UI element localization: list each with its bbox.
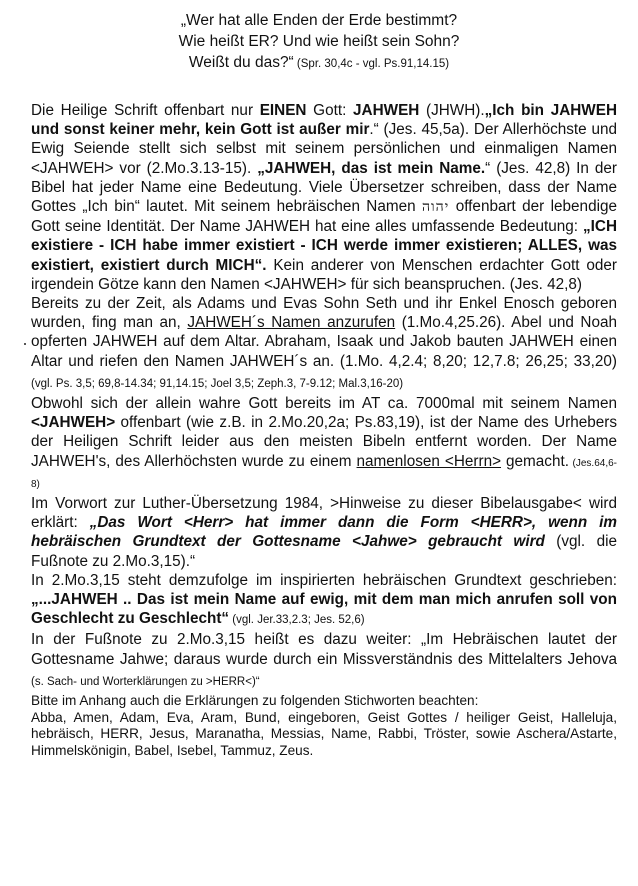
keyword-intro: Bitte im Anhang auch die Erklärungen zu folgenden Stichworten beachten: xyxy=(31,693,479,709)
text: (vgl. die Fußnote zu 2.Mo.3,15).“ xyxy=(31,533,617,570)
paragraph-3 xyxy=(31,394,617,494)
header-line-3 xyxy=(0,52,638,75)
page-header xyxy=(0,10,638,75)
text: Gott: xyxy=(306,102,354,119)
paragraph-2 xyxy=(31,294,617,394)
bold-text: <JAHWEH> xyxy=(31,414,116,432)
text: offenbart (wie z.B. in 2.Mo.20,2a; Ps.83,19), ist der Name des Urhebers der Heiligen Schrift leider aus den meisten Bibeln entfernt worden. Der Name JAHWEH's, des Allerhöchsten wurde zu einem xyxy=(31,414,617,470)
text: (1.Mo.4,25.26). Abel und Noah opferten JAHWEH auf dem Altar. Abraham, Isaak und Jakob bauten JAHWEH einen Altar und riefen den Namen JAHWEH´s an. (1.Mo. 4,2.4; 8,20; 12,7.8; 26,25; 33,20) xyxy=(31,314,617,370)
header-quote-end: Weißt du das?“ xyxy=(188,54,294,71)
bold-quote: „Ich bin JAHWEH und sonst keiner mehr, kein Gott ist außer mir xyxy=(31,102,617,139)
reference: (s. Sach- und Worterklärungen zu >HERR<)“ xyxy=(31,675,260,688)
keyword-note xyxy=(31,693,617,759)
text: In der Fußnote zu 2.Mo.3,15 heißt es dazu weiter: „Im Hebräischen lautet der Gottesname Jahwe; daraus wurde durch ein Missverständnis des Mittelalters Jehova xyxy=(31,631,617,668)
text: Im Vorwort zur Luther-Übersetzung 1984, >Hinweise zu dieser Bibelausgabe< wird erklärt: xyxy=(31,495,617,532)
header-reference: (Spr. 30,4c - vgl. Ps.91,14.15) xyxy=(293,58,450,70)
bold-quote: „...JAHWEH .. Das ist mein Name auf ewig, mit dem man mich anrufen soll von Geschlecht zu Geschlecht“ xyxy=(31,591,617,628)
keyword-list: Abba, Amen, Adam, Eva, Aram, Bund, eingeboren, Geist Gottes / heiliger Geist, Halleluja, hebräisch, HERR, Jesus, Maranatha, Messias, Name, Rabbi, Tröster, sowie Aschera/Astarte, Himmelskönigin, Babel, Isebel, Tammuz, Zeus. xyxy=(31,709,617,758)
text: Bereits zu der Zeit, als Adams und Evas Sohn Seth und ihr Enkel Enosch geboren wurden, fing man an, xyxy=(31,295,617,332)
underlined-text: JAHWEH´s Namen anzurufen xyxy=(187,314,396,332)
bold-text: JAHWEH xyxy=(353,102,420,119)
document-body xyxy=(31,101,617,759)
header-line-2: Wie heißt ER? Und wie heißt sein Sohn? xyxy=(178,33,460,50)
paragraph-6 xyxy=(31,630,617,692)
bold-text: EINEN xyxy=(259,102,307,119)
text: Kein anderer von Menschen erdachter Gott oder irgendein Götze kann den Namen <JAHWEH> für sich beanspruchen. (Jes. 42,8) xyxy=(31,256,617,293)
paragraph-4 xyxy=(31,494,617,571)
text: “ (Jes. 42,8) In der Bibel hat jeder Name eine Bedeutung. Viele Übersetzer schreiben, dass der Name Gottes „Ich bin“ lautet. Mit seinem hebräischen Namen xyxy=(31,159,617,216)
text: In 2.Mo.3,15 steht demzufolge im inspirierten hebräischen Grundtext geschrieben: xyxy=(31,571,617,589)
bold-italic-quote: „Das Wort <Herr> hat immer dann die Form <HERR>, wenn im hebräischen Grundtext der Gottesname <Jahwe> gebraucht wird xyxy=(31,514,617,551)
paragraph-1 xyxy=(31,101,617,294)
text: Die Heilige Schrift offenbart nur xyxy=(31,102,260,119)
reference: (Jes.64,6-8) xyxy=(31,457,617,490)
bold-quote: „JAHWEH, das ist mein Name. xyxy=(257,159,486,177)
bold-quote: „ICH existiere - ICH habe immer existiert - ICH werde immer existieren; ALLES, was existiert, existiert durch MICH“. xyxy=(31,218,617,274)
text: (JHWH). xyxy=(419,102,485,119)
text: Obwohl sich der allein wahre Gott bereits im AT ca. 7000mal mit seinem Namen xyxy=(31,395,617,413)
scan-dot xyxy=(24,343,26,345)
reference: (vgl. Jer.33,2.3; Jes. 52,6) xyxy=(229,614,365,627)
header-line-1: „Wer hat alle Enden der Erde bestimmt? xyxy=(180,12,458,29)
text: .“ (Jes. 45,5a). Der Allerhöchste und Ewig Seiende stellt sich selbst mit seinem persönlichen und einmaligen Namen <JAHWEH> vor (2.Mo.3.13-15). xyxy=(31,121,617,177)
text: offenbart der lebendige Gott seine Identität. Der Name JAHWEH hat eine alles umfassende Bedeutung: xyxy=(31,198,617,236)
reference: (vgl. Ps. 3,5; 69,8-14.34; 91,14.15; Joel 3,5; Zeph.3, 7-9.12; Mal.3,16-20) xyxy=(31,377,404,390)
hebrew-name: יהוה xyxy=(421,199,450,216)
paragraph-5 xyxy=(31,571,617,631)
underlined-text: namenlosen <Herrn> xyxy=(356,452,502,470)
text: gemacht. xyxy=(501,452,569,470)
